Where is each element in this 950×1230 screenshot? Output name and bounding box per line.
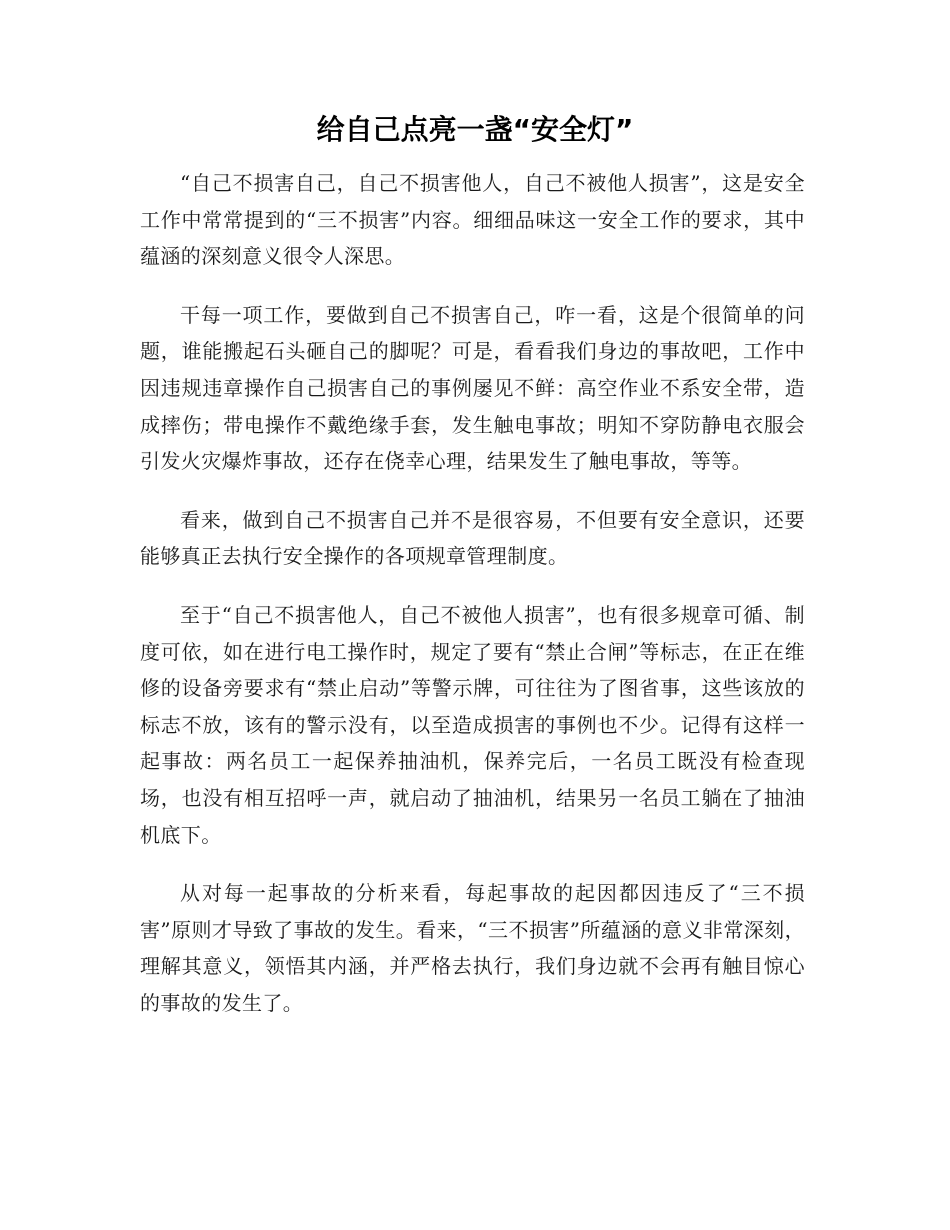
paragraph-4: 至于“自己不损害他人，自己不被他人损害”，也有很多规章可循、制度可依，如在进行电工操作时，规定了要有“禁止合闸”等标志，在正在维修的设备旁要求有“禁止启动”等警示牌，可往往为了图省事，这些该放的标志不放，该有的警示没有，以至造成损害的事例也不少。记得有这样一起事故：两名员工一起保养抽油机，保养完后，一名员工既没有检查现场，也没有相互招呼一声，就启动了抽油机，结果另一名员工躺在了抽油机底下。 (140, 602, 805, 847)
paragraph-2: 干每一项工作，要做到自己不损害自己，咋一看，这是个很简单的问题，谁能搬起石头砸自己的脚呢？可是，看看我们身边的事故吧，工作中因违规违章操作自己损害自己的事例屡见不鲜：高空作业不系安全带，造成摔伤；带电操作不戴绝缘手套，发生触电事故；明知不穿防静电衣服会引发火灾爆炸事故，还存在侥幸心理，结果发生了触电事故，等等。 (140, 302, 805, 474)
paragraph-1: “自己不损害自己，自己不损害他人，自己不被他人损害”，这是安全工作中常常提到的“三不损害”内容。细细品味这一安全工作的要求，其中蕴涵的深刻意义很令人深思。 (140, 171, 805, 269)
document-body (140, 165, 805, 1043)
document-title: 给自己点亮一盏“安全灯” (316, 113, 634, 146)
paragraph-5: 从对每一起事故的分析来看，每起事故的起因都因违反了“三不损害”原则才导致了事故的发生。看来，“三不损害”所蕴涵的意义非常深刻，理解其意义，领悟其内涵，并严格去执行，我们身边就不会再有触目惊心的事故的发生了。 (140, 881, 805, 1015)
paragraph-3: 看来，做到自己不损害自己并不是很容易，不但要有安全意识，还要能够真正去执行安全操作的各项规章管理制度。 (140, 507, 805, 569)
